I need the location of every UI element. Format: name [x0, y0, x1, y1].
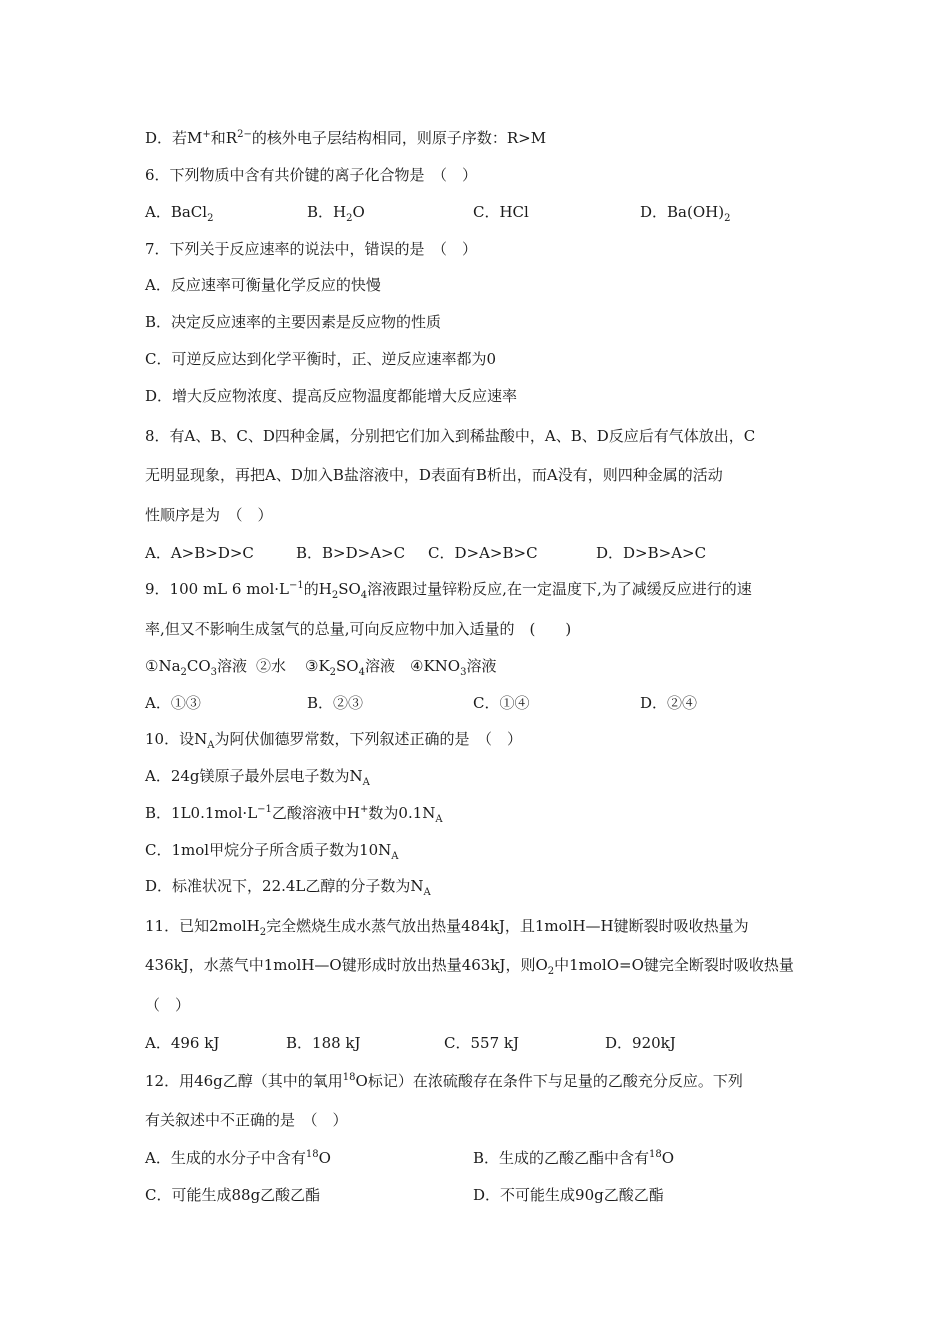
q12-stem-line1: 12．用46g乙醇（其中的氧用$^{18}$O标记）在浓硫酸存在条件下与足量的乙酸充分反应。下列 [145, 1072, 743, 1090]
q9-stem-line1: 9．100 mL 6 $mol\cdot L^{-1}$的$H_2SO_4$溶液跟过量锌粉反应,在一定温度下,为了减缓反应进行的速 [145, 580, 752, 601]
q10-option-a: A．24g镁原子最外层电子数为$N_A$ [145, 767, 370, 788]
q7-option-c: C．可逆反应达到化学平衡时，正、逆反应速率都为0 [145, 350, 497, 368]
q8-stem-line3: 性顺序是为 （ ） [145, 506, 273, 524]
q12-option-d: D．不可能生成90g乙酸乙酯 [473, 1186, 664, 1204]
q12-stem-line2: 有关叙述中不正确的是 （ ） [145, 1111, 348, 1129]
q7-option-a: A．反应速率可衡量化学反应的快慢 [145, 276, 381, 294]
q9-option-c: C．①④ [473, 694, 530, 712]
q12-option-b: B．生成的乙酸乙酯中含有$^{18}$O [473, 1149, 675, 1167]
q11-option-b: B．188 kJ [286, 1034, 361, 1052]
q8-stem-line2: 无明显现象，再把A、D加入B盐溶液中，D表面有B析出，而A没有，则四种金属的活动 [145, 466, 723, 484]
q12-option-c: C．可能生成88g乙酸乙酯 [145, 1186, 321, 1204]
q8-stem-line1: 8．有A、B、C、D四种金属，分别把它们加入到稀盐酸中，A、B、D反应后有气体放出，C [145, 427, 756, 445]
q11-stem-line1: 11．已知2molH$_2$完全燃烧生成水蒸气放出热量484kJ，且1molH—H键断裂时吸收热量为 [145, 917, 749, 938]
q6-option-a: A．BaCl$_2$ [145, 203, 214, 224]
q11-option-d: D．920kJ [605, 1034, 676, 1052]
q8-option-c: C．D>A>B>C [428, 544, 538, 562]
q12-option-a: A．生成的水分子中含有$^{18}$O [145, 1149, 331, 1167]
q9-option-a: A．①③ [145, 694, 201, 712]
q9-option-d: D．②④ [640, 694, 698, 712]
q9-choice-3: $③K_2SO_4$溶液 [305, 657, 395, 678]
q9-option-b: B．②③ [307, 694, 364, 712]
q6-option-c: C．HCl [473, 203, 529, 221]
q11-stem-line2: 436kJ，水蒸气中1molH—O键形成时放出热量463kJ，则$O_2$中1molO=O键完全断裂时吸收热量 [145, 956, 794, 977]
q7-option-d: D．增大反应物浓度、提高反应物温度都能增大反应速率 [145, 387, 518, 405]
q8-option-b: B．B>D>A>C [296, 544, 406, 562]
q9-stem-line2: 率,但又不影响生成氢气的总量,可向反应物中加入适量的 ( ) [145, 620, 572, 638]
q6-stem: 6．下列物质中含有共价键的离子化合物是 （ ） [145, 166, 478, 184]
q10-option-b: B．$1L0.1mol\cdot L^{-1}$乙酸溶液中H+数为$0.1N_A$ [145, 804, 443, 825]
q11-option-a: A．496 kJ [145, 1034, 220, 1052]
q10-option-c: C．1mol甲烷分子所含质子数为$10N_A$ [145, 841, 399, 862]
q9-choice-1: $①Na_2CO_3$溶液 [145, 657, 248, 678]
q9-choice-2: ②水 [256, 657, 287, 675]
q10-stem: 10．设$N_A$为阿伏伽德罗常数，下列叙述正确的是 （ ） [145, 730, 522, 751]
q7-stem: 7．下列关于反应速率的说法中，错误的是 （ ） [145, 240, 478, 258]
q8-option-a: A．A>B>D>C [145, 544, 254, 562]
q5-option-d: D．若M+和$R^{2-}$的核外电子层结构相同，则原子序数：R>M [145, 129, 547, 147]
q11-stem-line3: （ ） [145, 996, 191, 1014]
q6-option-b: B．$H_2O$ [307, 203, 365, 224]
q11-option-c: C．557 kJ [444, 1034, 519, 1052]
q8-option-d: D．D>B>A>C [596, 544, 707, 562]
q6-option-d: D．$Ba(OH)_2$ [640, 203, 731, 224]
q10-option-d: D．标准状况下，22.4L乙醇的分子数为$N_A$ [145, 877, 431, 898]
q9-choice-4: $④KNO_3$溶液 [410, 657, 497, 678]
q7-option-b: B．决定反应速率的主要因素是反应物的性质 [145, 313, 442, 331]
